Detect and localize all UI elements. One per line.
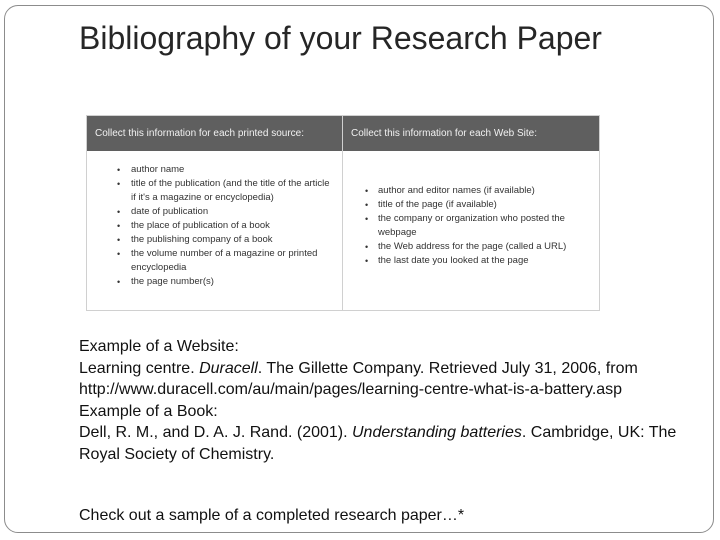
list-item: • the page number(s) [117,276,214,287]
book-citation: Dell, R. M., and D. A. J. Rand. (2001). Understanding batteries. Cambridge, UK: The Royal Society of Chemistry. [79,424,677,463]
list-item: • the volume number of a magazine or printed encyclopedia [117,248,318,273]
list-item: • the last date you looked at the page [365,255,529,266]
printed-source-list [87,163,342,289]
website-column [343,116,599,310]
bullet-icon: • [365,242,369,252]
list-item: • the company or organization who posted the webpage [365,213,565,238]
list-item: • the Web address for the page (called a URL) [365,241,567,252]
bullet-icon: • [365,186,369,196]
bullet-icon: • [117,165,121,175]
website-example-heading: Example of a Website: [79,338,239,355]
website-list [343,184,599,268]
list-item: • author name [117,164,185,175]
list-item: • date of publication [117,206,209,217]
info-table [86,115,600,311]
book-citation-title: Understanding batteries [352,424,522,441]
bullet-icon: • [365,200,369,210]
sample-paper-link[interactable]: Check out a sample of a completed research paper…* [79,507,465,524]
list-item: • title of the page (if available) [365,199,497,210]
list-item: • the place of publication of a book [117,220,270,231]
list-item: • title of the publication (and the title of the article if it's a magazine or encyclopedia) [117,178,330,203]
website-citation: Learning centre. Duracell. The Gillette Company. Retrieved July 31, 2006, from http://www.duracell.com/au/main/pages/learning-centre-what-is-a-battery.asp [79,359,638,398]
bullet-icon: • [117,249,121,259]
list-item: • the publishing company of a book [117,234,273,245]
bullet-icon: • [117,221,121,231]
bullet-icon: • [117,207,121,217]
website-citation-title: Duracell [199,359,258,377]
bullet-icon: • [117,179,121,189]
bullet-icon: • [117,277,121,287]
bullet-icon: • [365,256,369,266]
bullet-icon: • [117,235,121,245]
examples-block [79,336,679,465]
printed-source-column [87,116,343,310]
website-header: Collect this information for each Web Site: [343,116,599,151]
bullet-icon: • [365,214,369,224]
slide-title: Bibliography of your Research Paper [79,20,602,56]
printed-source-header: Collect this information for each printed source: [87,116,342,151]
list-item: • author and editor names (if available) [365,185,535,196]
book-example-heading: Example of a Book: [79,402,218,420]
